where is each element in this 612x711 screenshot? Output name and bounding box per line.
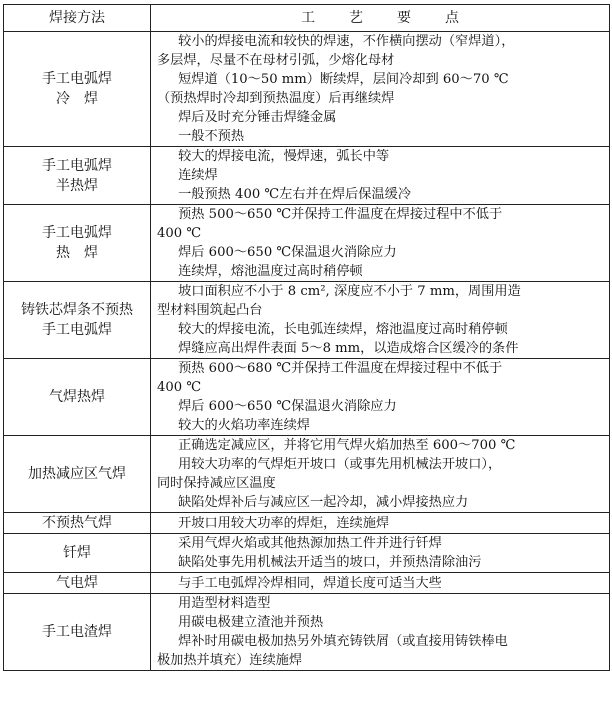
process-point-line: 型材料围筑起凸台 <box>157 303 263 318</box>
welding-method-cell <box>4 282 151 359</box>
process-point-line: 采用气焊火焰或其他热源加热工件并进行钎焊 <box>178 536 442 551</box>
table-row <box>4 147 610 205</box>
process-point-line: 用造型材料造型 <box>178 596 271 611</box>
process-point-line: 400 ℃ <box>157 226 202 241</box>
process-points-cell <box>151 436 610 513</box>
header-char: 艺 <box>349 9 363 26</box>
welding-method-line: 加热减应区气焊 <box>28 466 126 482</box>
process-points-cell <box>151 513 610 534</box>
process-point-line: 缺陷处焊补后与减应区一起冷却，减小焊接热应力 <box>178 495 469 510</box>
welding-method-cell <box>4 534 151 573</box>
process-point-line: 开坡口用较大功率的焊炬，连续施焊 <box>178 515 390 531</box>
welding-method-cell <box>4 594 151 671</box>
welding-method-line: 手工电弧焊 <box>42 322 112 338</box>
header-process-points <box>151 5 610 32</box>
welding-method-cell <box>4 359 151 436</box>
process-point-line: 缺陷处事先用机械法开适当的坡口，并预热清除油污 <box>178 555 482 570</box>
process-points-cell <box>151 573 610 594</box>
welding-method-cell <box>4 573 151 594</box>
table-row <box>4 282 610 359</box>
process-point-line: 用碳电极建立渣池并预热 <box>178 615 324 630</box>
process-point-line: 一般不预热 <box>178 129 245 144</box>
table-row <box>4 205 610 282</box>
welding-process-table <box>3 4 610 671</box>
welding-method-line: 气电焊 <box>56 575 98 591</box>
process-point-line: 较小的焊接电流和较快的焊速，不作横向摆动（窄焊道）， <box>178 34 515 49</box>
process-point-line: 连续焊，熔池温度过高时稍停顿 <box>178 264 363 279</box>
process-point-line: 同时保持减应区温度 <box>157 476 276 491</box>
process-points-cell <box>151 534 610 573</box>
process-point-line: 较大的焊接电流，慢焊速，弧长中等 <box>178 149 390 164</box>
process-point-line: 较大的焊接电流，长电弧连续焊，熔池温度过高时稍停顿 <box>178 322 508 337</box>
process-point-line: 坡口面积应不小于 8 cm², 深度应不小于 7 mm，周围用造 <box>178 284 521 299</box>
process-point-line: 短焊道（10～50 mm）断续焊，层间冷却到 60～70 ℃ <box>178 72 509 87</box>
process-point-line: 焊后 600～650 ℃保温退火消除应力 <box>178 399 397 414</box>
process-point-line: 一般预热 400 ℃左右并在焊后保温缓冷 <box>178 187 412 202</box>
welding-method-cell <box>4 32 151 147</box>
welding-method-line: 热 焊 <box>56 245 98 261</box>
process-point-line: 与手工电弧焊冷焊相同，焊道长度可适当大些 <box>178 575 442 591</box>
table-row <box>4 359 610 436</box>
process-point-line: 焊缝应高出焊件表面 5～8 mm，以造成熔合区缓冷的条件 <box>178 341 519 356</box>
welding-method-line: 气焊热焊 <box>49 389 105 405</box>
table-row <box>4 32 610 147</box>
welding-method-line: 手工电弧焊 <box>42 157 112 174</box>
process-points-cell <box>151 205 610 282</box>
header-char: 工 <box>301 9 315 26</box>
process-point-line: 极加热并填充）连续施焊 <box>157 653 303 668</box>
process-point-line: 较大的火焰功率连续焊 <box>178 418 310 433</box>
welding-method-line: 手工电渣焊 <box>42 624 112 640</box>
process-point-line: 焊补时用碳电极加热另外填充铸铁屑（或直接用铸铁棒电 <box>178 634 508 649</box>
header-char: 点 <box>445 9 459 26</box>
process-points-cell <box>151 282 610 359</box>
process-point-line: 正确选定减应区，并将它用气焊火焰加热至 600～700 ℃ <box>178 438 516 453</box>
welding-method-line: 冷 焊 <box>56 91 98 107</box>
welding-method-cell <box>4 436 151 513</box>
process-point-line: 多层焊，尽量不在母材引弧，少熔化母材 <box>157 53 395 68</box>
table-row <box>4 594 610 671</box>
process-points-cell <box>151 594 610 671</box>
welding-method-line: 钎焊 <box>63 545 91 561</box>
process-point-line: 预热 600～680 ℃并保持工件温度在焊接过程中不低于 <box>178 361 503 376</box>
process-point-line: 预热 500～650 ℃并保持工件温度在焊接过程中不低于 <box>178 207 503 222</box>
process-points-cell <box>151 147 610 205</box>
process-point-line: （预热焊时冷却到预热温度）后再继续焊 <box>157 91 395 106</box>
process-point-line: 400 ℃ <box>157 380 202 395</box>
process-points-cell <box>151 32 610 147</box>
welding-method-line: 半热焊 <box>56 177 98 194</box>
welding-method-cell <box>4 147 151 205</box>
table-row <box>4 573 610 594</box>
welding-method-line: 手工电弧焊 <box>42 71 112 87</box>
welding-method-line: 铸铁芯焊条不预热 <box>21 302 133 318</box>
process-point-line: 用较大功率的气焊炬开坡口（或事先用机械法开坡口）， <box>178 457 502 472</box>
table-row <box>4 534 610 573</box>
process-point-line: 焊后及时充分锤击焊缝金属 <box>178 110 337 125</box>
table-header-row <box>4 5 610 32</box>
header-char: 要 <box>397 9 411 26</box>
welding-method-cell <box>4 513 151 534</box>
welding-method-cell <box>4 205 151 282</box>
process-points-cell <box>151 359 610 436</box>
welding-method-line: 不预热气焊 <box>42 515 112 531</box>
table-row <box>4 436 610 513</box>
table-row <box>4 513 610 534</box>
header-welding-method: 焊接方法 <box>4 5 151 32</box>
process-point-line: 连续焊 <box>178 168 218 183</box>
process-point-line: 焊后 600～650 ℃保温退火消除应力 <box>178 245 397 260</box>
welding-method-line: 手工电弧焊 <box>42 225 112 241</box>
